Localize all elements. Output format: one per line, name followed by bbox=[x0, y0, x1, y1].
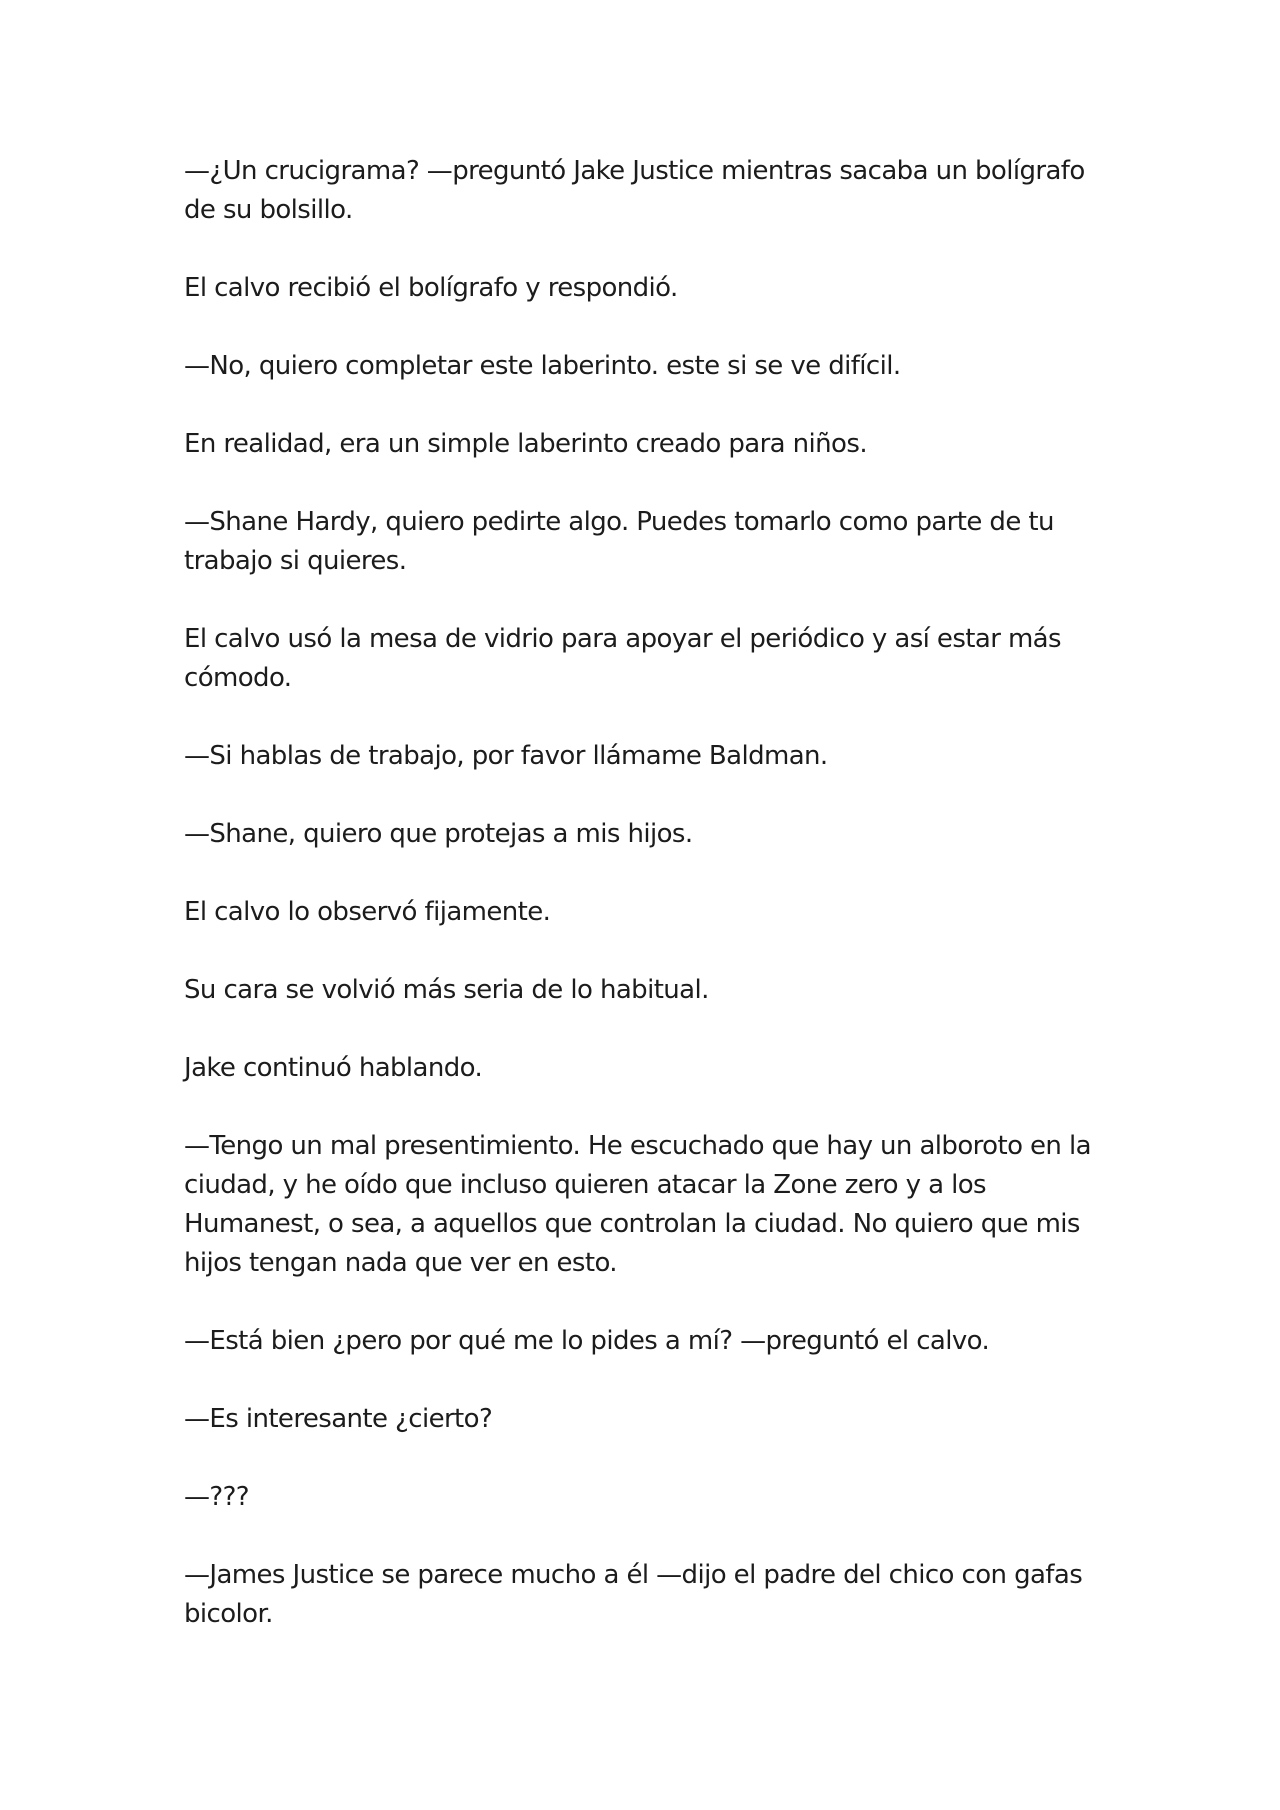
paragraph: —??? bbox=[184, 1482, 249, 1512]
paragraph: El calvo usó la mesa de vidrio para apoyar el periódico y así estar más cómodo. bbox=[184, 624, 1061, 693]
paragraph: Su cara se volvió más seria de lo habitual. bbox=[184, 975, 709, 1005]
paragraph: —Está bien ¿pero por qué me lo pides a mí? —preguntó el calvo. bbox=[184, 1326, 990, 1356]
paragraph: —No, quiero completar este laberinto. este si se ve difícil. bbox=[184, 351, 901, 381]
paragraph: El calvo recibió el bolígrafo y respondió. bbox=[184, 273, 678, 303]
document-text-body bbox=[184, 152, 1104, 1673]
paragraph: —Tengo un mal presentimiento. He escuchado que hay un alboroto en la ciudad, y he oído que incluso quieren atacar la Zone zero y a los Humanest, o sea, a aquellos que controlan la ciudad. No quiero que mis hijos tengan nada que ver en esto. bbox=[184, 1131, 1091, 1278]
paragraph: —James Justice se parece mucho a él —dijo el padre del chico con gafas bicolor. bbox=[184, 1560, 1083, 1629]
paragraph: —Si hablas de trabajo, por favor llámame Baldman. bbox=[184, 741, 828, 771]
paragraph: —Shane Hardy, quiero pedirte algo. Puedes tomarlo como parte de tu trabajo si quieres. bbox=[184, 507, 1054, 576]
paragraph: El calvo lo observó fijamente. bbox=[184, 897, 551, 927]
paragraph: —Es interesante ¿cierto? bbox=[184, 1404, 493, 1434]
paragraph: —¿Un crucigrama? —preguntó Jake Justice mientras sacaba un bolígrafo de su bolsillo. bbox=[184, 156, 1085, 225]
paragraph: En realidad, era un simple laberinto creado para niños. bbox=[184, 429, 867, 459]
paragraph: —Shane, quiero que protejas a mis hijos. bbox=[184, 819, 693, 849]
paragraph: Jake continuó hablando. bbox=[184, 1053, 483, 1083]
